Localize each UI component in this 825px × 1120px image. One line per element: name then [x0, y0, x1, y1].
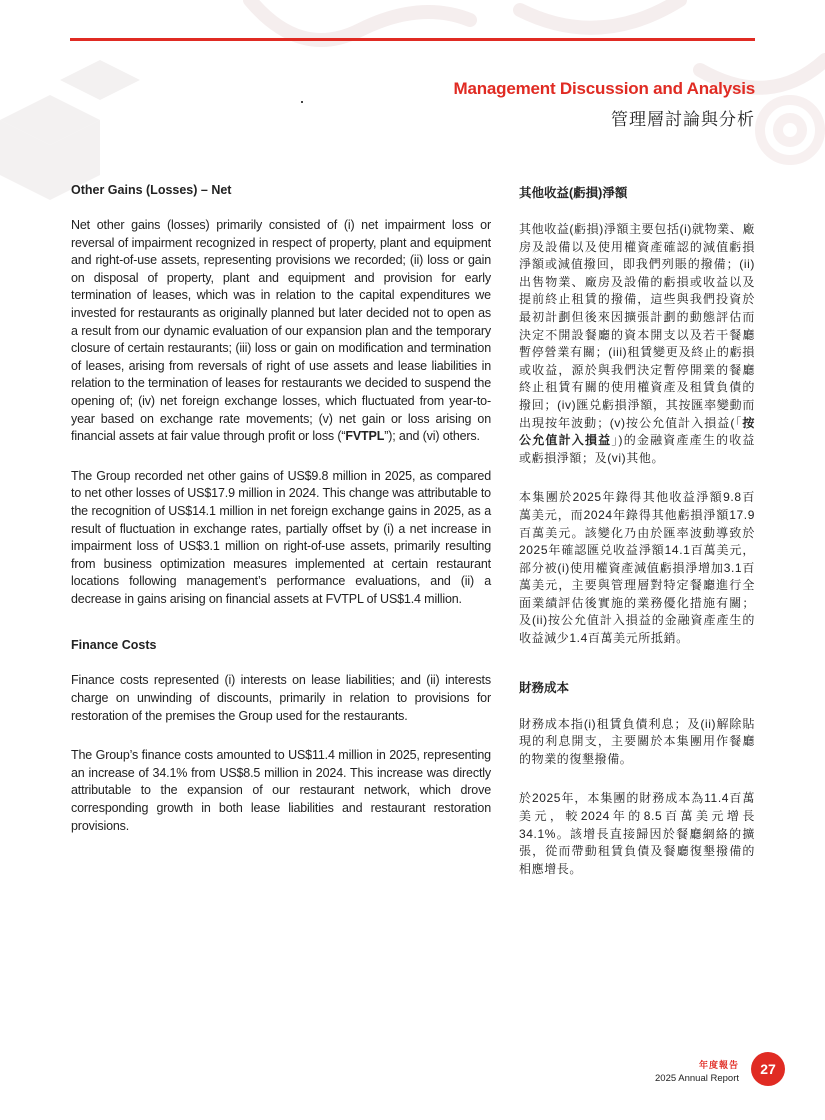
chinese-column — [519, 183, 755, 900]
paragraph-finance-costs-definition-en: Finance costs represented (i) interests on lease liabilities; and (ii) interests charge on unwinding of discounts, primarily in relation to provisions for restoration of the premises the Group used for the restaurants. — [71, 673, 491, 723]
section-heading-other-gains-en: Other Gains (Losses) – Net — [71, 183, 232, 197]
fvtpl-term-zh: 按公允值計入損益 — [519, 415, 755, 448]
section-heading-finance-costs-zh: 財務成本 — [519, 680, 570, 695]
paragraph-finance-costs-definition-zh: 財務成本指(i)租賃負債利息；及(ii)解除貼現的利息開支，主要關於本集團用作餐廳的物業的復墾撥備。 — [519, 716, 755, 766]
paragraph-finance-costs-result-zh: 於2025年，本集團的財務成本為11.4百萬美元，較2024年的8.5百萬美元增長34.1%。該增長直接歸因於餐廳網絡的擴張，從而帶動租賃負債及餐廳復墾撥備的相應增長。 — [519, 791, 755, 876]
header-rule — [70, 38, 755, 41]
page-title-en: Management Discussion and Analysis — [453, 79, 755, 98]
stray-dot — [301, 101, 303, 103]
footer-label-en: 2025 Annual Report — [655, 1073, 739, 1084]
paragraph-other-gains-composition-en: Net other gains (losses) primarily consisted of (i) net impairment loss or reversal of impairment recognized in respect of property, plant and equipment and right-of-use assets, representing provisions we recorded; (ii) loss or gain on disposal of property, plant and equipment and provision for early termination of leases, which was in relation to the capital expenditures we invested for restaurants as originally planned but later decided not to open as a result from our dynamic evaluation of our expansion plan and the temporary closure of certain restaurants; (iii) loss or gain on modification and termination of leases, arising from reversals of right of use assets and lease liabilities in relation to the termination of leases for restaurants we decided to suspend the opening of; (iv) net foreign exchange losses, which fluctuated from year-to-year based on exchange rate movements; (v) net gain or loss arising on financial assets at fair value through profit or loss (“FVTPL”); and (vi) others. — [71, 218, 491, 444]
english-column — [71, 183, 491, 857]
paragraph-finance-costs-result-en: The Group’s finance costs amounted to US$11.4 million in 2025, representing an increase of 34.1% from US$8.5 million in 2024. This increase was directly attributable to the expansion of our restaurant network, which drove corresponding growth in both lease liabilities and restaurant restoration provisions. — [71, 748, 491, 833]
paragraph-other-gains-result-en: The Group recorded net other gains of US$9.8 million in 2025, as compared to net other losses of US$17.9 million in 2024. This change was attributable to the recognition of US$14.1 million in net foreign exchange gains in 2025, as a result of fluctuation in exchange rates, partially offset by (i) a net increase in impairment loss of US$3.1 million on right-of-use assets, primarily resulting from business optimization measures implemented at certain restaurant locations following management’s performance evaluations, and (ii) a decrease in gains arising on financial assets at FVTPL of US$1.4 million. — [71, 468, 491, 606]
page-title-zh: 管理層討論與分析 — [611, 110, 755, 129]
footer-label-zh: 年度報告 — [698, 1060, 739, 1070]
paragraph-other-gains-result-zh: 本集團於2025年錄得其他收益淨額9.8百萬美元，而2024年錄得其他虧損淨額17.9百萬美元。該變化乃由於匯率波動導致於2025年確認匯兑收益淨額14.1百萬美元，部分被(i)使用權資產減值虧損淨增加3.1百萬美元，主要與管理層對特定餐廳進行全面業績評估後實施的業務優化措施有關；及(ii)按公允值計入損益的金融資產產生的收益減少1.4百萬美元所抵銷。 — [519, 490, 755, 646]
paragraph-other-gains-composition-zh: 其他收益(虧損)淨額主要包括(i)就物業、廠房及設備以及使用權資產確認的減值虧損淨額或減值撥回，即我們列賬的撥備；(ii)出售物業、廠房及設備的虧損或收益以及提前終止租賃的撥備，這些與我們投資於最初計劃但後來因擴張計劃的動態評估而決定不開設餐廳的資本開支以及若干餐廳暫停營業有關；(iii)租賃變更及終止的虧損或收益，源於與我們決定暫停開業的餐廳終止租賃有關的使用權資產及租賃負債的撥回；(iv)匯兑虧損淨額，其按匯率變動而出現按年波動；(v)按公允值計入損益(「按公允值計入損益」)的金融資產產生的收益或虧損淨額；及(vi)其他。 — [519, 222, 755, 465]
page-footer — [655, 1058, 739, 1084]
page-header — [454, 79, 756, 130]
section-heading-other-gains-zh: 其他收益(虧損)淨額 — [519, 186, 628, 200]
page-number-badge: 27 — [751, 1052, 785, 1086]
fvtpl-term: FVTPL — [345, 429, 385, 444]
section-heading-finance-costs-en: Finance Costs — [71, 638, 157, 653]
